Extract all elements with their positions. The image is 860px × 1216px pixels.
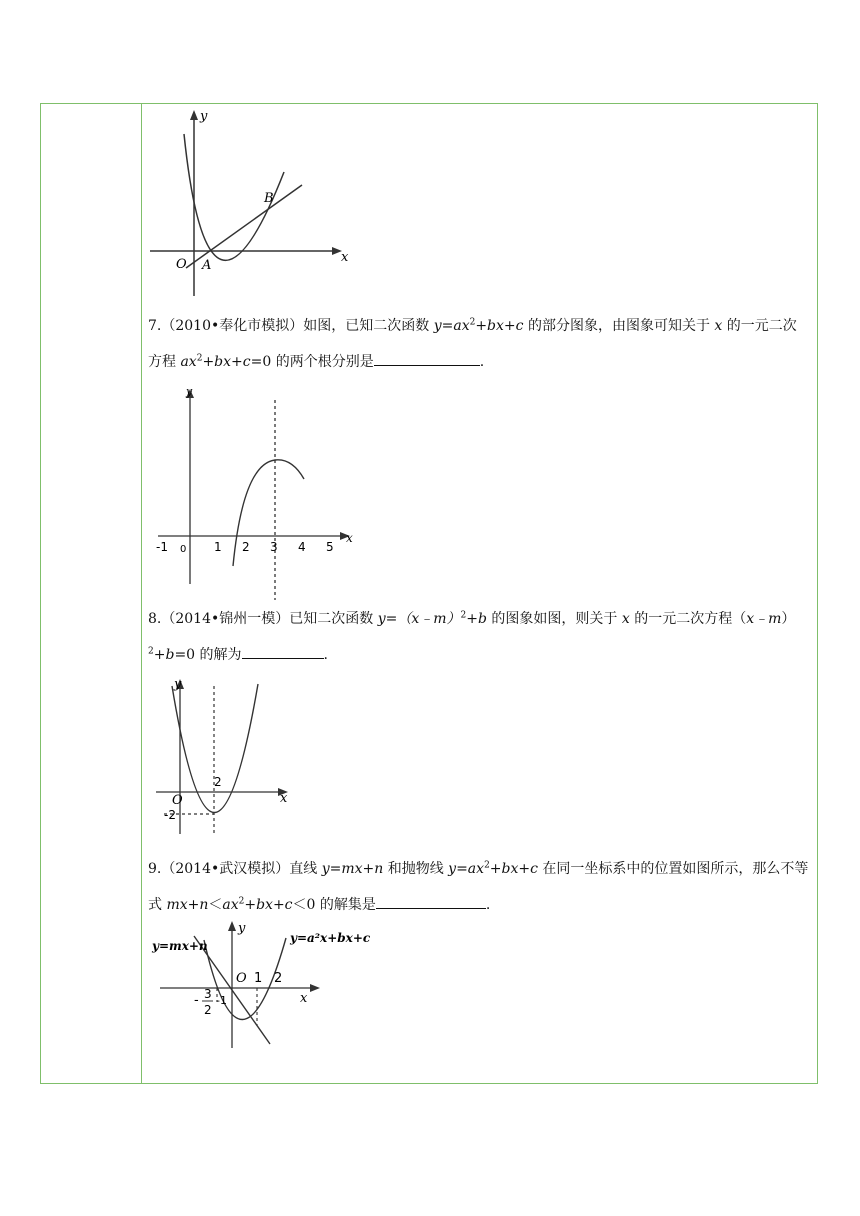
tick-neg1: -1 bbox=[216, 994, 227, 1007]
question-9-line2: 式 $mx+n<ax^2+bx+c<0$ 的解集是 . bbox=[148, 890, 814, 920]
x-tick-label: 5 bbox=[326, 540, 334, 554]
point-a-label: A bbox=[202, 258, 212, 273]
label-2: 2 bbox=[214, 775, 222, 789]
y-axis-label: y bbox=[174, 677, 182, 692]
x-tick-labels bbox=[156, 540, 334, 555]
answer-blank[interactable] bbox=[242, 644, 324, 659]
figure-q6 bbox=[146, 106, 358, 300]
question-8 bbox=[148, 604, 814, 670]
question-7-line2: 方程 $ax^2+bx+c=0$ 的两个根分别是 . bbox=[148, 347, 814, 377]
origin-label: O bbox=[176, 257, 187, 272]
question-9-line1: 9.（2014•武汉模拟）直线 y=mx+n 和抛物线 $y=ax^2+bx+c$ 在同一坐标系中的位置如图所示，那么不等 bbox=[148, 860, 809, 877]
y-axis-label: y bbox=[200, 109, 208, 124]
x-tick-label: 0 bbox=[180, 544, 187, 555]
question-8-line1: 8.（2014•锦州一模）已知二次函数 y=（x﹣m）$^2$+b 的图象如图，则关于 x 的一元二次方程（x﹣m） bbox=[148, 610, 796, 627]
x-tick-label: 4 bbox=[298, 540, 306, 554]
label-neg2: -2 bbox=[164, 808, 176, 822]
origin-label: O bbox=[236, 971, 247, 986]
figure-q9 bbox=[150, 918, 372, 1054]
figure-q8 bbox=[150, 676, 300, 838]
x-axis-label: x bbox=[280, 791, 288, 806]
x-tick-label: 2 bbox=[242, 540, 250, 554]
frac-numerator: 3 bbox=[204, 987, 212, 1001]
origin-label: O bbox=[172, 793, 183, 808]
answer-blank[interactable] bbox=[374, 351, 480, 366]
x-tick-label: 3 bbox=[270, 540, 278, 554]
question-7-line1: 7.（2010•奉化市模拟）如图，已知二次函数 $y=ax^2+bx+c$ 的部分图象，由图象可知关于 x 的一元二次 bbox=[148, 317, 797, 334]
table-column-divider bbox=[141, 103, 142, 1084]
question-9 bbox=[148, 854, 814, 920]
y-axis-label: y bbox=[186, 385, 193, 398]
parabola-label: y=a²x+bx+c bbox=[290, 931, 371, 945]
tick-2: 2 bbox=[274, 971, 283, 986]
tick-1: 1 bbox=[254, 971, 263, 986]
x-axis-label: x bbox=[341, 250, 349, 265]
x-axis-arrow bbox=[310, 984, 320, 992]
y-axis-label: y bbox=[238, 921, 246, 936]
x-axis-label: x bbox=[346, 531, 353, 545]
x-axis-label: x bbox=[300, 991, 308, 1006]
question-7 bbox=[148, 311, 814, 377]
line-ab bbox=[186, 185, 302, 268]
question-8-line2: $^2$+b=0 的解为 . bbox=[148, 640, 814, 670]
x-tick-label: 1 bbox=[214, 540, 222, 554]
answer-blank[interactable] bbox=[376, 894, 486, 909]
line-label: y=mx+n bbox=[152, 939, 208, 953]
parabola bbox=[172, 684, 258, 813]
figure-q7 bbox=[150, 384, 362, 602]
y-axis-arrow bbox=[228, 921, 236, 931]
frac-denominator: 2 bbox=[204, 1003, 212, 1017]
point-b-label: B bbox=[264, 191, 274, 206]
y-axis-arrow bbox=[190, 110, 198, 120]
x-tick-label: -1 bbox=[156, 540, 168, 554]
frac-minus: - bbox=[194, 993, 199, 1008]
